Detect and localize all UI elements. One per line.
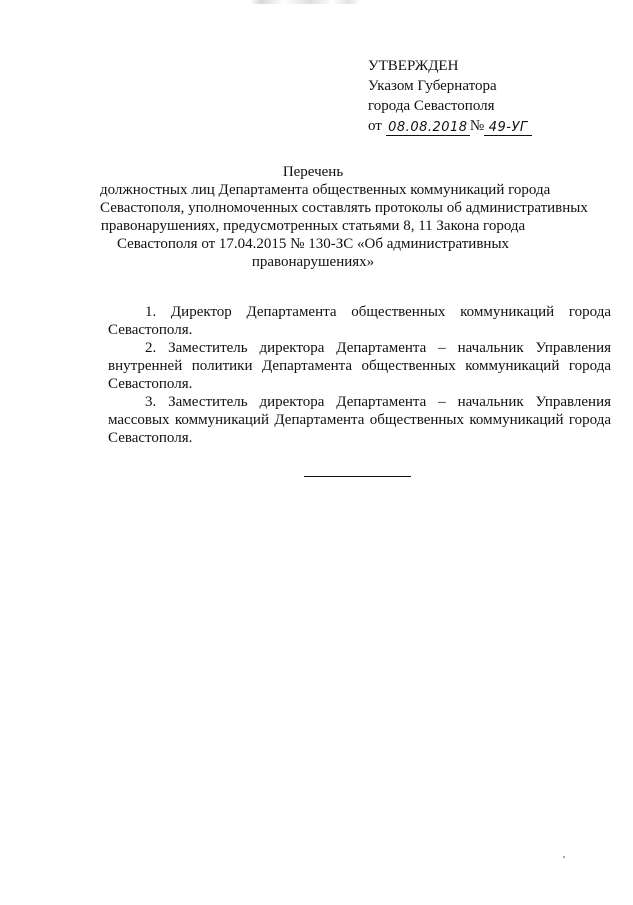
- scan-speck: [563, 856, 565, 858]
- number-label: №: [469, 118, 485, 134]
- list-item: 3. Заместитель директора Департамента – начальник Управления массовых коммуникаций Департамента общественных коммуникаций города Севастополя.: [108, 394, 611, 446]
- document-title: [100, 163, 588, 271]
- from-label: от: [368, 118, 382, 134]
- title-line: должностных лиц Департамента общественных коммуникаций города: [100, 182, 551, 198]
- scan-artifact: [250, 0, 360, 4]
- approval-date-line: [368, 116, 598, 136]
- list-item: 2. Заместитель директора Департамента – начальник Управления внутренней политики Департамента общественных коммуникаций города Севастополя.: [108, 340, 611, 392]
- title-line: Перечень: [282, 164, 344, 180]
- approval-stamp-block: [368, 56, 598, 136]
- list-item: 1. Директор Департамента общественных коммуникаций города Севастополя.: [108, 304, 611, 338]
- title-line: Севастополя от 17.04.2015 № 130-ЗС «Об административных: [116, 236, 510, 252]
- title-line: Севастополя, уполномоченных составлять протоколы об административных: [100, 200, 588, 216]
- approval-issuer-city: города Севастополя: [368, 98, 495, 114]
- approval-heading: УТВЕРЖДЕН: [368, 58, 459, 74]
- handwritten-date: 08.08.2018: [386, 120, 470, 136]
- end-separator-line: [304, 476, 411, 477]
- approval-issuer: Указом Губернатора: [368, 78, 497, 94]
- officials-list: [108, 303, 611, 447]
- title-line: правонарушениях, предусмотренных статьями 8, 11 Закона города: [100, 218, 526, 234]
- handwritten-number: 49-УГ: [484, 120, 532, 136]
- title-line: правонарушениях»: [251, 254, 375, 270]
